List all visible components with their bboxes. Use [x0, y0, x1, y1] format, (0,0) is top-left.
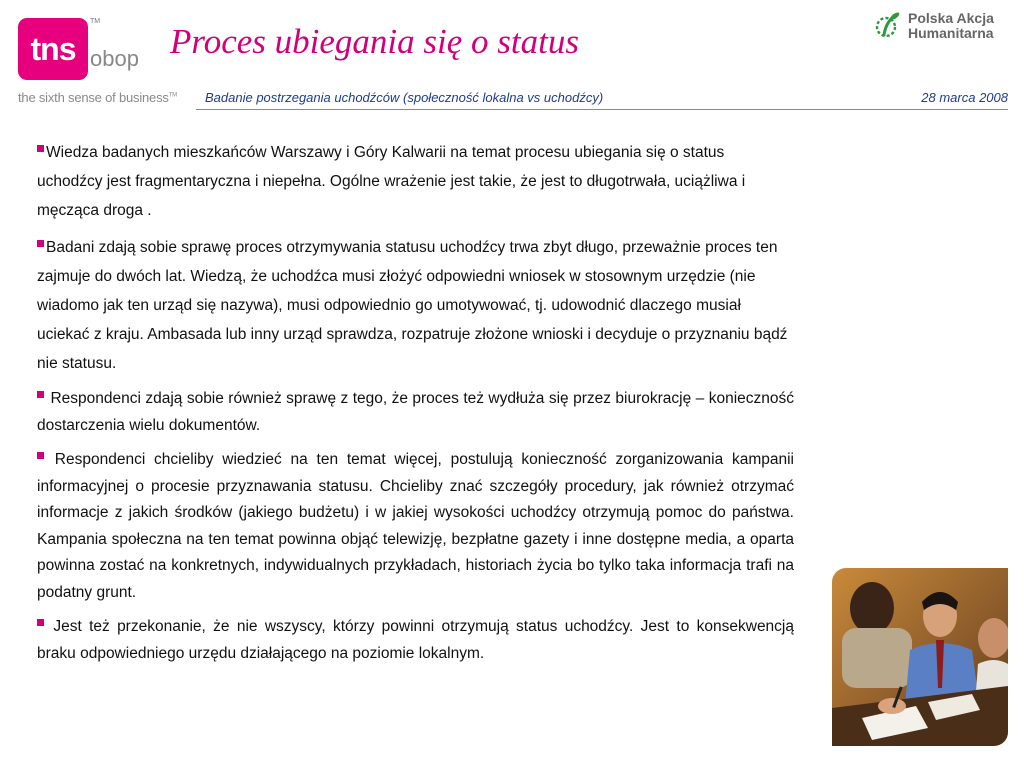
slide-content: [37, 138, 794, 675]
tns-obop-logo: [18, 18, 178, 90]
paragraph-text: Respondenci zdają sobie również sprawę z tego, że proces też wydłuża się przez biurokrację – konieczność dostarczenia wielu dokumentów.: [37, 390, 794, 434]
tns-tagline: [18, 90, 177, 105]
bullet-paragraph-2: [37, 233, 794, 378]
bullet-square-icon: [37, 145, 44, 152]
paragraph-text: Jest też przekonanie, że nie wszyscy, którzy powinni otrzymują status uchodźcy. Jest to konsekwencją braku odpowiedniego urzędu działającego na poziomie lokalnym.: [37, 618, 794, 662]
pah-name-line1: Polska Akcja: [908, 10, 994, 26]
bullet-paragraph-3: [37, 386, 794, 439]
slide-date: 28 marca 2008: [921, 90, 1008, 105]
bullet-square-icon: [37, 391, 44, 398]
pah-emblem-icon: [872, 10, 904, 42]
header-divider: [196, 109, 1008, 110]
bullet-square-icon: [37, 619, 44, 626]
bullet-square-icon: [37, 452, 44, 459]
tagline-text: the sixth sense of business: [18, 90, 169, 105]
meeting-illustration: [832, 568, 1008, 746]
bullet-square-icon: [37, 240, 44, 247]
slide-title: Proces ubiegania się o status: [170, 22, 579, 61]
tns-logo-mark: tns: [18, 18, 88, 80]
tagline-trademark: TM: [168, 92, 177, 99]
study-subtitle: Badanie postrzegania uchodźców (społeczność lokalna vs uchodźcy): [205, 90, 604, 105]
bullet-paragraph-4: [37, 447, 794, 606]
paragraph-text: Badani zdają sobie sprawę proces otrzymywania statusu uchodźcy trwa zbyt długo, przeważnie proces ten zajmuje do dwóch lat. Wiedzą, że uchodźca musi złożyć odpowiedni wniosek w stosownym urzędzie (nie wiadomo jak ten urząd się nazywa), musi odpowiednio go umotywować, tj. udowodnić dlaczego musiał uciekać z kraju. Ambasada lub inny urząd sprawdza, rozpatruje złożone wnioski i decyduje o przyznaniu bądź nie statusu.: [37, 239, 788, 372]
pah-name: [908, 11, 994, 41]
tns-trademark: TM: [90, 18, 101, 25]
paragraph-text: Wiedza badanych mieszkańców Warszawy i Góry Kalwarii na temat procesu ubiegania się o status uchodźcy jest fragmentaryczna i niepełna. Ogólne wrażenie jest takie, że jest to długotrwała, uciążliwa i męcząca droga .: [37, 144, 746, 219]
bullet-paragraph-1: [37, 138, 794, 225]
pah-logo: [872, 10, 1012, 46]
paragraph-text: Respondenci chcieliby wiedzieć na ten temat więcej, postulują konieczność zorganizowania kampanii informacyjnej o procesie przyznawania statusu. Chcieliby znać szczegóły procedury, jak również otrzymać informacje z jakich środków (jakiego budżetu) i w jakiej wysokości uchodźcy otrzymują pomoc do państwa. Kampania społeczna na ten temat powinna objąć telewizję, bezpłatne gazety i inne dostępne media, a oparta powinna zostać na konkretnych, indywidualnych przykładach, historiach życia bo tylko taka informacja trafi na podatny grunt.: [37, 451, 795, 601]
tns-obop-text: obop: [90, 46, 139, 71]
bullet-paragraph-5: [37, 614, 794, 667]
pah-name-line2: Humanitarna: [908, 25, 994, 41]
business-meeting-photo: [832, 568, 1008, 746]
